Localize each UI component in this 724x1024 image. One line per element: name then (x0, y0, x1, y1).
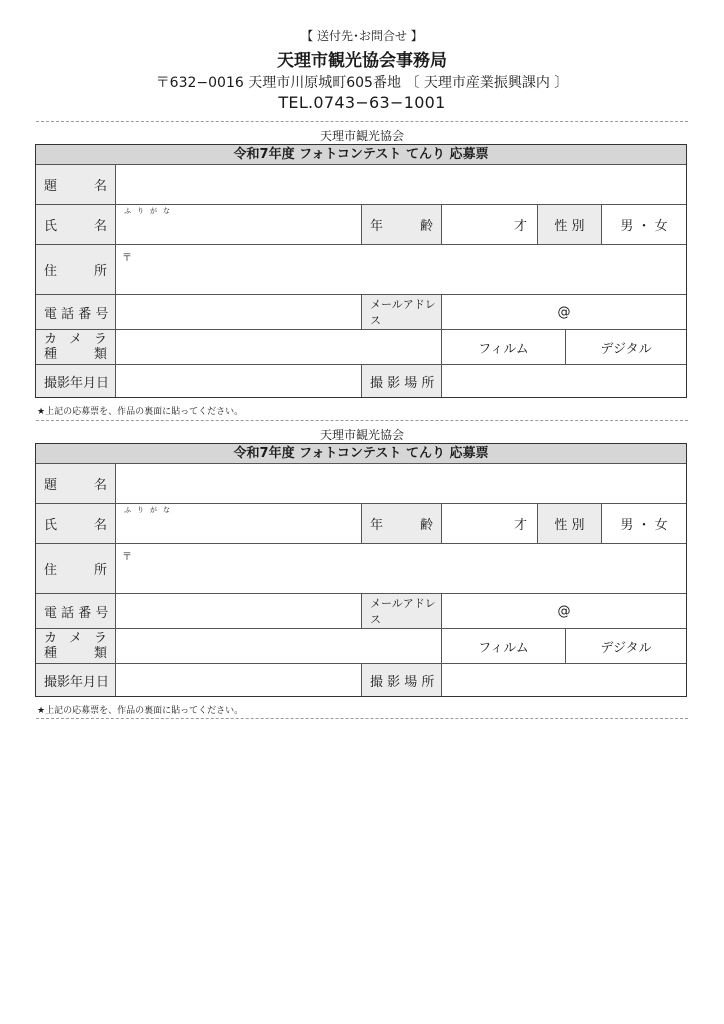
address-label-char-2: 所 (93, 563, 107, 578)
camera-char-2: メ (68, 332, 82, 347)
address-label (36, 544, 116, 594)
camera-label-line-2 (44, 646, 107, 661)
organization-name: 天理市観光協会事務局 (277, 51, 447, 71)
camera-type-char-1: 種 (44, 646, 58, 661)
postal-mark: 〒 (122, 253, 132, 264)
camera-label-line-2 (44, 347, 107, 362)
address-field[interactable] (116, 245, 686, 295)
age-field[interactable] (442, 205, 538, 245)
camera-label-line-1 (44, 332, 107, 347)
age-unit: 才 (513, 219, 527, 234)
email-at-sign: @ (557, 304, 571, 320)
name-field[interactable] (116, 504, 362, 544)
age-label-char-2: 齢 (419, 518, 433, 533)
name-label-char-2: 名 (93, 219, 107, 234)
address-label-char-1: 住 (44, 264, 58, 279)
age-label-char-1: 年 (370, 518, 384, 533)
address-label (36, 245, 116, 295)
title-label (36, 464, 116, 504)
age-label-char-1: 年 (370, 219, 384, 234)
attach-note: ★上記の応募票を、作品の裏面に貼ってください。 (37, 706, 244, 716)
entry-form-1 (0, 127, 724, 427)
email-at-sign: @ (557, 603, 571, 619)
address: 〒632−0016 天理市川原城町605番地 〔 天理市産業振興課内 〕 (155, 75, 569, 91)
form-table (35, 443, 687, 697)
gender-label: 性 別 (538, 205, 602, 245)
name-label (36, 205, 116, 245)
form-title: 令和7年度 フォトコンテスト てんり 応募票 (36, 145, 686, 165)
title-label-char-1: 題 (44, 179, 58, 194)
title-field[interactable] (116, 165, 686, 205)
camera-label-line-1 (44, 631, 107, 646)
form-table (35, 144, 687, 398)
email-field[interactable] (442, 594, 686, 629)
shooting-date-label: 撮影年月日 (36, 365, 116, 397)
title-label (36, 165, 116, 205)
shooting-date-label: 撮影年月日 (36, 664, 116, 696)
address-label-char-2: 所 (93, 264, 107, 279)
age-label (362, 205, 442, 245)
phone-field[interactable] (116, 594, 362, 629)
shooting-date-field[interactable] (116, 365, 362, 397)
camera-model-field[interactable] (116, 330, 442, 365)
name-label (36, 504, 116, 544)
furigana-label: ふりがな (124, 506, 176, 514)
camera-type-char-1: 種 (44, 347, 58, 362)
camera-label (36, 330, 116, 365)
title-label-char-2: 名 (93, 179, 107, 194)
camera-label (36, 629, 116, 664)
camera-model-field[interactable] (116, 629, 442, 664)
cut-line (36, 121, 688, 122)
age-label-char-2: 齢 (419, 219, 433, 234)
shooting-place-label: 撮 影 場 所 (362, 365, 442, 397)
entry-form-2 (0, 426, 724, 726)
camera-char-2: メ (68, 631, 82, 646)
gender-label: 性 別 (538, 504, 602, 544)
email-label: メールアドレス (362, 594, 442, 629)
camera-char-1: カ (44, 332, 58, 347)
digital-option[interactable]: デジタル (566, 330, 686, 365)
form-title: 令和7年度 フォトコンテスト てんり 応募票 (36, 444, 686, 464)
gender-field[interactable]: 男 ・ 女 (602, 205, 686, 245)
contact-label: 【 送付先･お問合せ 】 (301, 29, 423, 43)
telephone: TEL.0743−63−1001 (278, 93, 446, 112)
age-label (362, 504, 442, 544)
attach-note: ★上記の応募票を、作品の裏面に貼ってください。 (37, 407, 244, 417)
address-field[interactable] (116, 544, 686, 594)
camera-type-char-2: 類 (93, 347, 107, 362)
age-field[interactable] (442, 504, 538, 544)
email-label: メールアドレス (362, 295, 442, 330)
title-label-char-2: 名 (93, 478, 107, 493)
postal-mark: 〒 (122, 552, 132, 563)
name-label-char-2: 名 (93, 518, 107, 533)
email-field[interactable] (442, 295, 686, 330)
form-org-label: 天理市観光協会 (319, 428, 404, 442)
gender-field[interactable]: 男 ・ 女 (602, 504, 686, 544)
phone-label: 電 話 番 号 (36, 594, 116, 629)
name-field[interactable] (116, 205, 362, 245)
camera-char-1: カ (44, 631, 58, 646)
name-label-char-1: 氏 (44, 219, 58, 234)
camera-char-3: ラ (93, 631, 107, 646)
film-option[interactable]: フィルム (442, 629, 566, 664)
title-label-char-1: 題 (44, 478, 58, 493)
address-label-char-1: 住 (44, 563, 58, 578)
camera-type-char-2: 類 (93, 646, 107, 661)
title-field[interactable] (116, 464, 686, 504)
cut-line (36, 420, 688, 421)
shooting-place-field[interactable] (442, 664, 686, 696)
film-option[interactable]: フィルム (442, 330, 566, 365)
shooting-place-label: 撮 影 場 所 (362, 664, 442, 696)
furigana-label: ふりがな (124, 207, 176, 215)
cut-line (36, 718, 688, 719)
shooting-place-field[interactable] (442, 365, 686, 397)
name-label-char-1: 氏 (44, 518, 58, 533)
phone-label: 電 話 番 号 (36, 295, 116, 330)
digital-option[interactable]: デジタル (566, 629, 686, 664)
phone-field[interactable] (116, 295, 362, 330)
form-org-label: 天理市観光協会 (319, 129, 404, 143)
age-unit: 才 (513, 518, 527, 533)
camera-char-3: ラ (93, 332, 107, 347)
shooting-date-field[interactable] (116, 664, 362, 696)
